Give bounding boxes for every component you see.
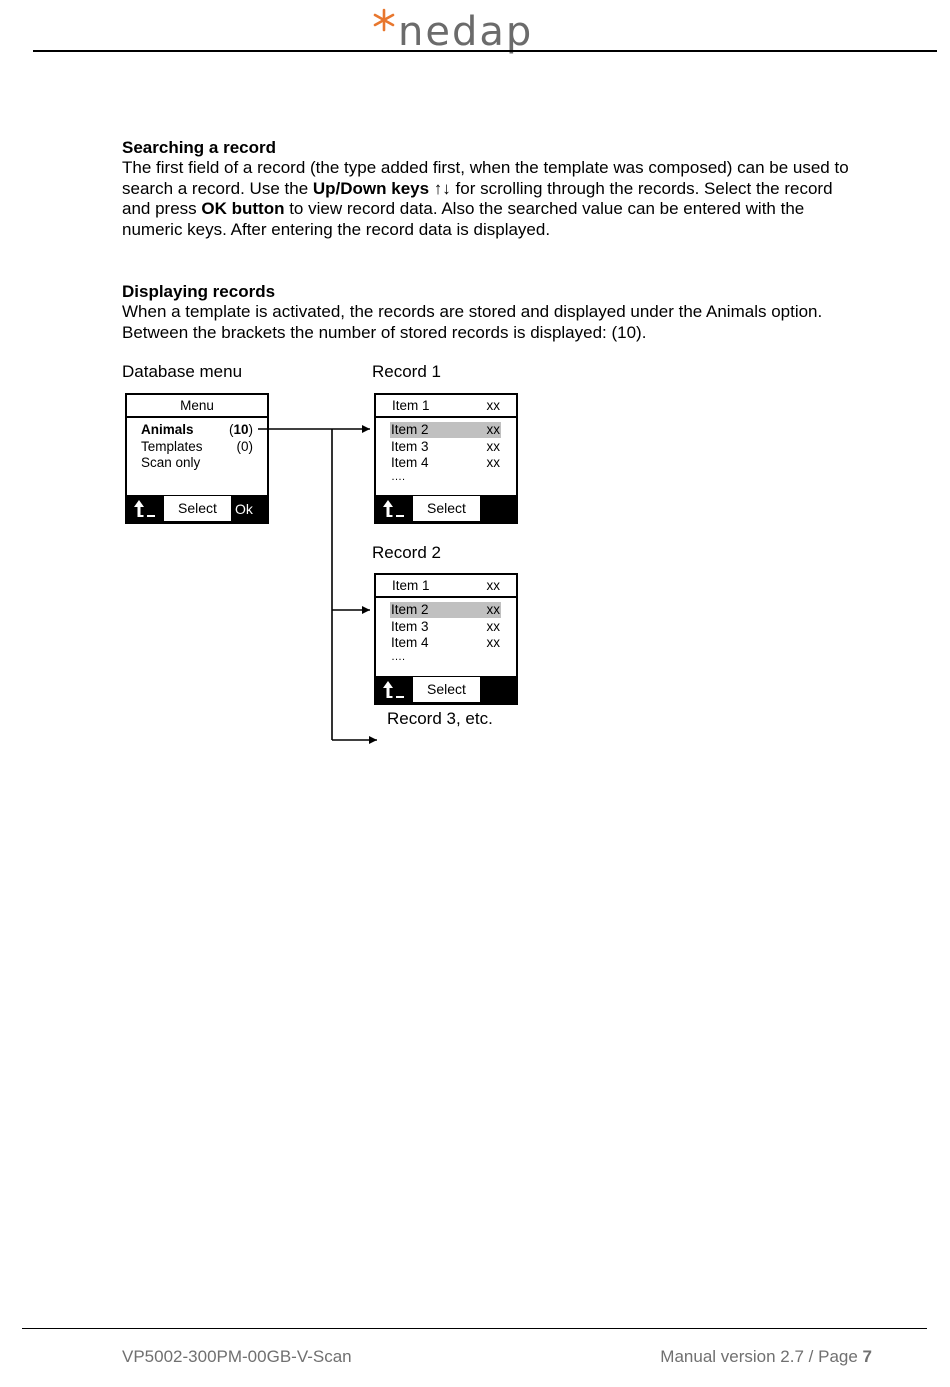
menu-animals-count: (10) (228, 422, 253, 437)
label-record-2: Record 2 (372, 543, 441, 562)
label-record-3: Record 3, etc. (387, 709, 493, 728)
ok-button-text: OK button (201, 199, 285, 218)
record-1-item-3-value: xx (486, 439, 500, 454)
record-2-item-4-value: xx (486, 635, 500, 650)
record-1-item-3: Item 3 (391, 439, 429, 454)
footer-rule (22, 1328, 927, 1329)
record-2-ellipsis: …. (391, 651, 406, 663)
record-2-item-2-value: xx (486, 602, 500, 617)
record-1-select-softkey: Select (413, 496, 480, 521)
record-1-item-4: Item 4 (391, 455, 429, 470)
menu-templates-count: (0) (236, 439, 253, 454)
record-2-item-3-value: xx (486, 619, 500, 634)
footer-page-number: 7 (862, 1347, 872, 1366)
section-paragraph-displaying: When a template is activated, the records are stored and displayed under the Animals option. Between the brackets the number of stored records is displayed: (10). (122, 302, 823, 342)
record-1-item-2: Item 2 (391, 422, 429, 437)
record-2-title: Item 1 (392, 578, 430, 593)
section-title-searching: Searching a record (122, 138, 277, 157)
record-1-title-value: xx (486, 398, 500, 413)
footer-page-info: Manual version 2.7 / Page 7 (660, 1347, 872, 1366)
menu-select-softkey: Select (164, 496, 231, 521)
footer-document-id: VP5002-300PM-00GB-V-Scan (122, 1347, 352, 1366)
menu-item-scan-only: Scan only (141, 455, 201, 470)
logo: nedap (398, 9, 534, 55)
record-2-item-3: Item 3 (391, 619, 429, 634)
section-paragraph-searching: The first field of a record (the type added first, when the template was composed) can be used to search a record. Use the Up/Down keys ↑↓ for scrolling through the records. Select the record and press OK button to view record data. Also the searched value can be entered with the numeric keys. After entering the record data is displayed. (122, 158, 849, 239)
record-1-item-4-value: xx (486, 455, 500, 470)
record-2-select-softkey: Select (413, 677, 480, 702)
record-1-item-2-value: xx (486, 422, 500, 437)
section-title-displaying: Displaying records (122, 282, 276, 301)
record-2-item-2: Item 2 (391, 602, 429, 617)
record-2-title-value: xx (486, 578, 500, 593)
label-database-menu: Database menu (122, 362, 243, 381)
menu-ok-softkey: Ok (235, 501, 253, 517)
record-1-title: Item 1 (392, 398, 430, 413)
record-1-ellipsis: …. (391, 471, 406, 483)
menu-item-animals: Animals (141, 422, 194, 437)
up-down-keys-text: Up/Down keys ↑↓ (312, 178, 451, 198)
menu-item-templates: Templates (141, 439, 203, 454)
record-2-item-4: Item 4 (391, 635, 429, 650)
label-record-1: Record 1 (372, 362, 441, 381)
menu-title: Menu (180, 398, 214, 413)
